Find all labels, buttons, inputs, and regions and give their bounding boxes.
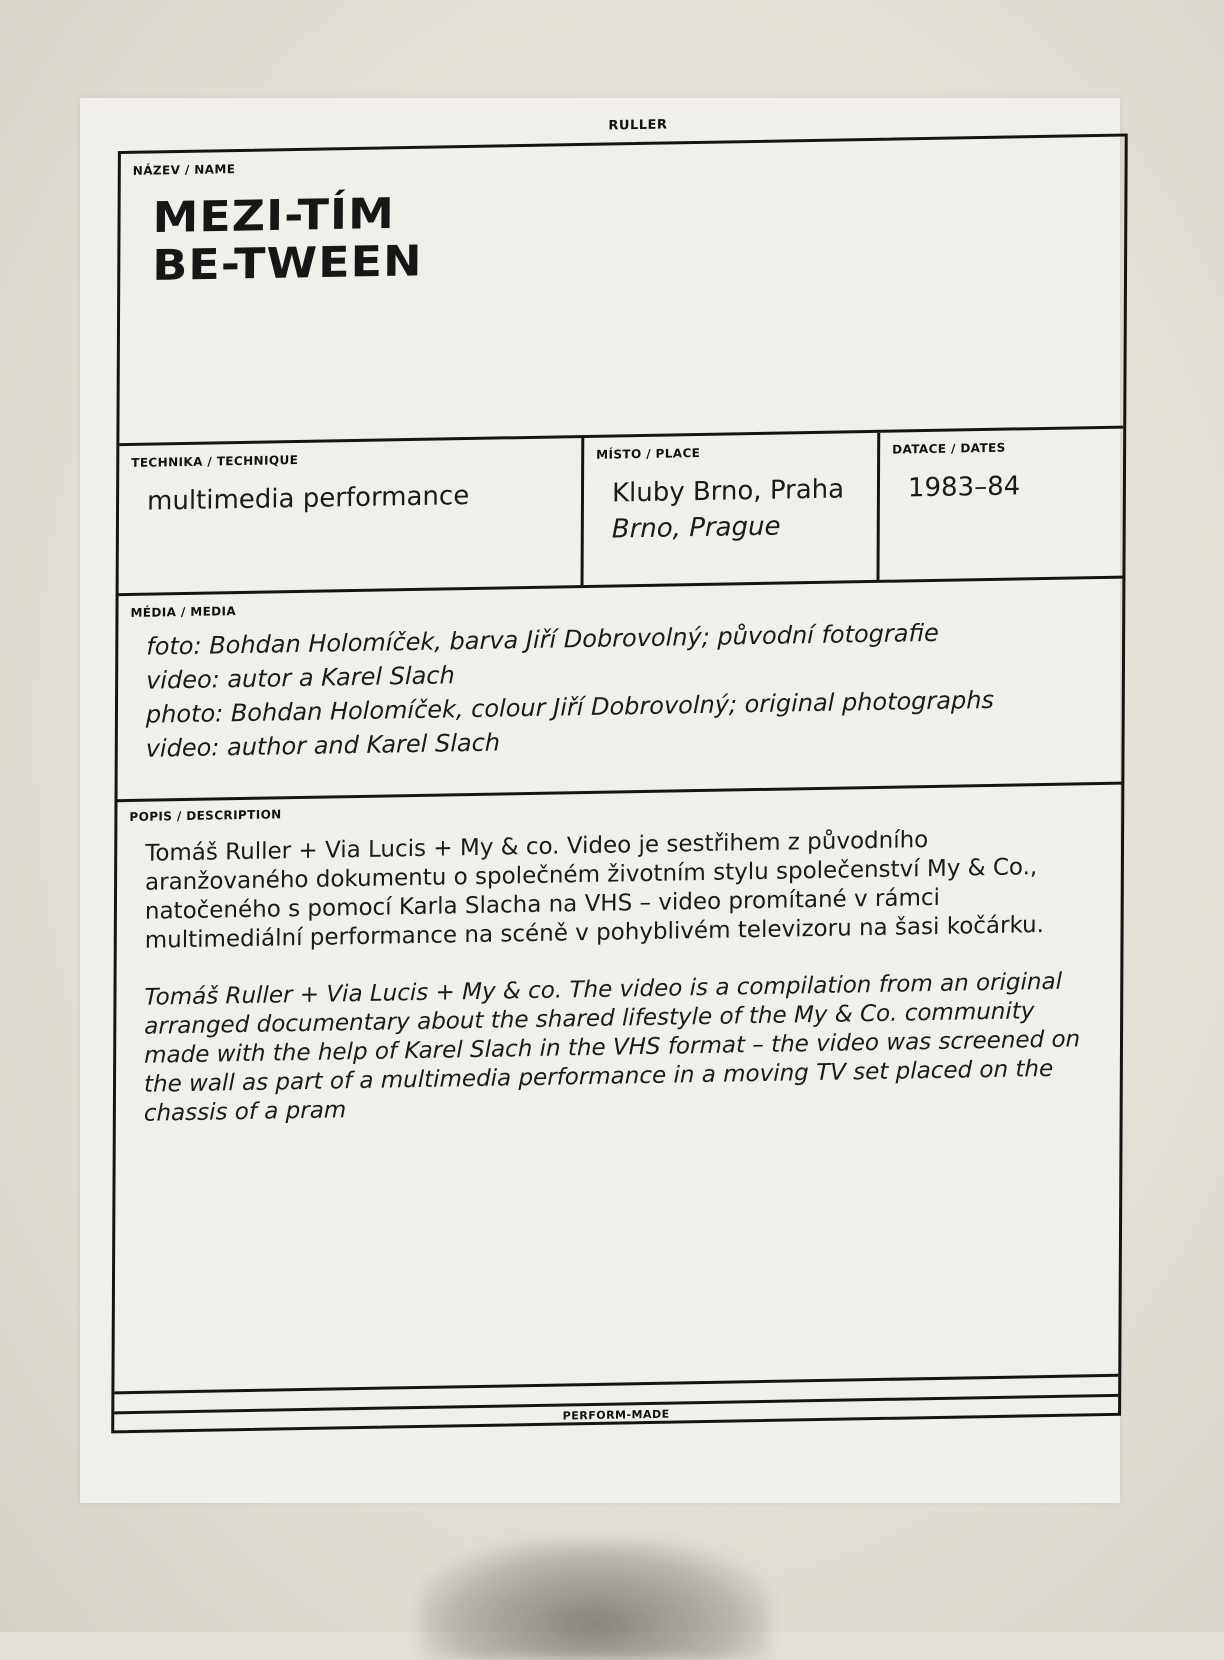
media-section [118, 579, 1123, 803]
place-value-en: Brno, Prague [611, 511, 781, 545]
camera-shadow [420, 1540, 770, 1660]
place-label: MÍSTO / PLACE [596, 445, 701, 462]
description-text-cz: Tomáš Ruller + Via Lucis + My & co. Video je sestřihem z původního aranžovaného dokumentu o společném životním stylu společenství My & Co., natočeného s pomocí Karla Slacha na VHS – video promítané v rámci multimediální performance na scéně v pohyblivém televizoru na šasi kočárku. [144, 827, 1045, 954]
label-frame [111, 133, 1128, 1433]
technique-value: multimedia performance [146, 481, 470, 517]
media-line: photo: Bohdan Holomíček, colour Jiří Dobrovolný; original photographs [145, 685, 995, 729]
details-row [119, 429, 1124, 597]
artist-heading: RULLER [608, 117, 668, 134]
artwork-label-card [111, 101, 1158, 1433]
description-label: POPIS / DESCRIPTION [129, 807, 282, 824]
description-text-en: Tomáš Ruller + Via Lucis + My & co. The video is a compilation from an original arranged documentary about the shared lifestyle of the My & Co. community made with the help of Karel Slach in the VHS format – the video was screened on the wall as part of a multimedia performance in a moving TV set placed on the chassis of a pram [143, 968, 1081, 1127]
dates-cell [876, 429, 1123, 580]
name-label: NÁZEV / NAME [132, 162, 236, 178]
dates-value: 1983–84 [907, 471, 1021, 504]
technique-cell [119, 438, 582, 593]
technique-label: TECHNIKA / TECHNIQUE [131, 452, 299, 470]
name-section [119, 137, 1124, 447]
description-section [114, 785, 1121, 1395]
media-line: foto: Bohdan Holomíček, barva Jiří Dobrovolný; původní fotografie [146, 618, 939, 661]
place-cell [581, 433, 878, 585]
place-value [612, 471, 865, 547]
media-label: MÉDIA / MEDIA [130, 604, 237, 620]
dates-label: DATACE / DATES [892, 440, 1006, 457]
place-value-cz: Kluby Brno, Praha [611, 474, 845, 509]
media-line: video: autor a Karel Slach [146, 661, 455, 695]
footer-label: PERFORM-MADE [114, 1394, 1118, 1431]
media-text [146, 613, 1111, 766]
artwork-title [152, 177, 1112, 289]
title-line-cz: MEZI-TÍM [152, 188, 395, 243]
title-line-en: BE-TWEEN [152, 235, 423, 291]
media-line: video: author and Karel Slach [145, 728, 501, 763]
